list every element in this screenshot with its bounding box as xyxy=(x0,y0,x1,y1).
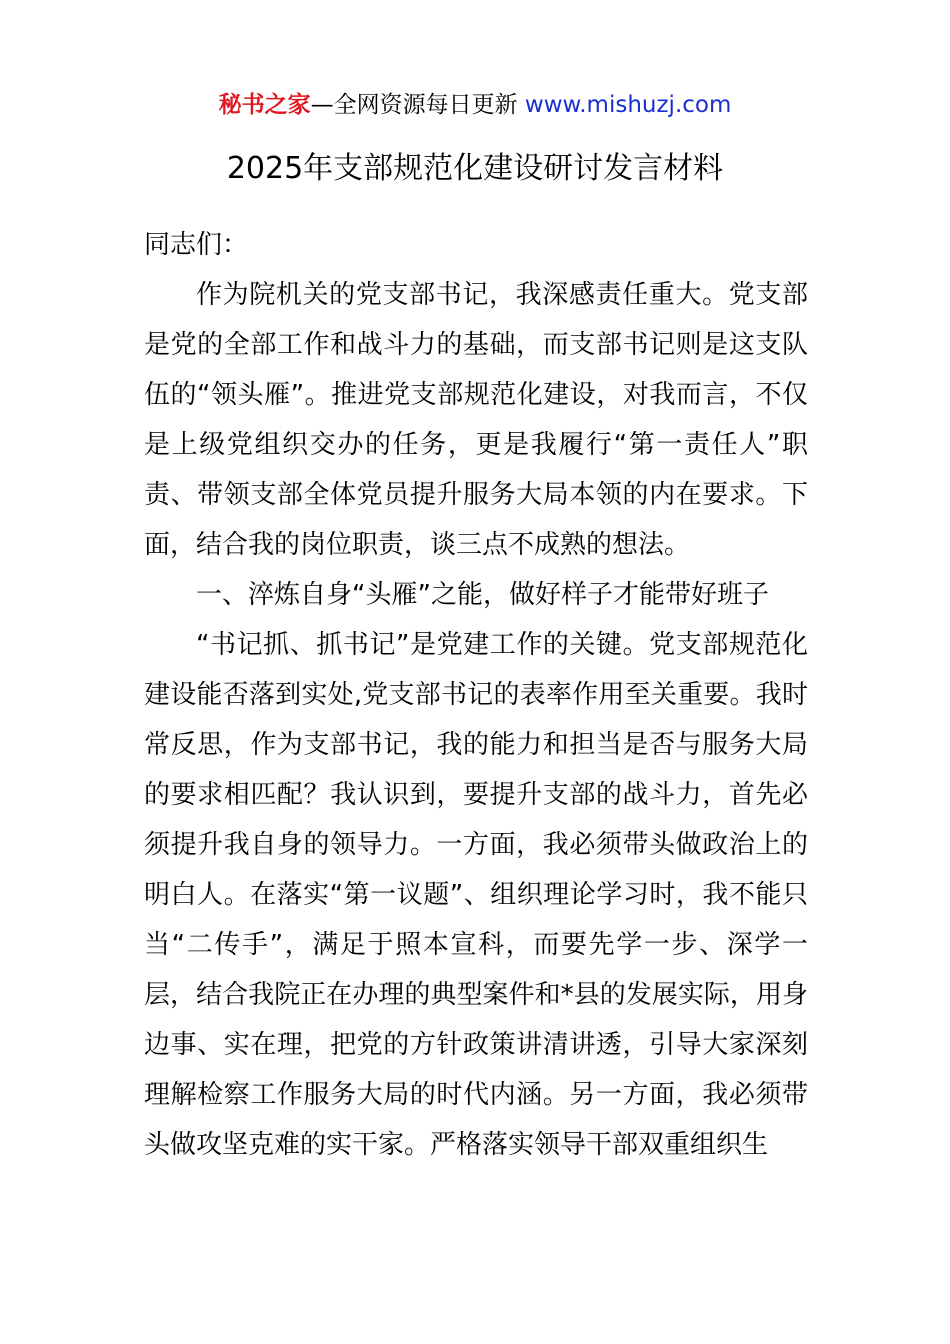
site-header xyxy=(0,88,950,122)
paragraph-intro: 作为院机关的党支部书记，我深感责任重大。党支部是党的全部工作和战斗力的基础，而支部书记则是这支队伍的“领头雁”。推进党支部规范化建设，对我而言，不仅是上级党组织交办的任务，更是我履行“第一责任人”职责、带领支部全体党员提升服务大局本领的内在要求。下面，结合我的岗位职责，谈三点不成熟的想法。 xyxy=(144,280,808,560)
document-title: 2025年支部规范化建设研讨发言材料 xyxy=(226,151,724,186)
salutation: 同志们： xyxy=(144,230,249,260)
section-heading-1: 一、淬炼自身“头雁”之能，做好样子才能带好班子 xyxy=(196,580,769,610)
document-body xyxy=(144,220,808,1170)
site-brand: 秘书之家 xyxy=(218,92,311,118)
site-url-link[interactable]: www.mishuzj.com xyxy=(524,92,732,118)
paragraph-section-1: “书记抓、抓书记”是党建工作的关键。党支部规范化建设能否落到实处,党支部书记的表率作用至关重要。我时常反思，作为支部书记，我的能力和担当是否与服务大局的要求相匹配？我认识到，要提升支部的战斗力，首先必须提升我自身的领导力。一方面，我必须带头做政治上的明白人。在落实“第一议题”、组织理论学习时，我不能只当“二传手”，满足于照本宣科，而要先学一步、深学一层，结合我院正在办理的典型案件和*县的发展实际，用身边事、实在理，把党的方针政策讲清讲透，引导大家深刻理解检察工作服务大局的时代内涵。另一方面，我必须带头做攻坚克难的实干家。严格落实领导干部双重组织生 xyxy=(144,630,808,1160)
site-tagline: —全网资源每日更新 xyxy=(310,92,525,118)
